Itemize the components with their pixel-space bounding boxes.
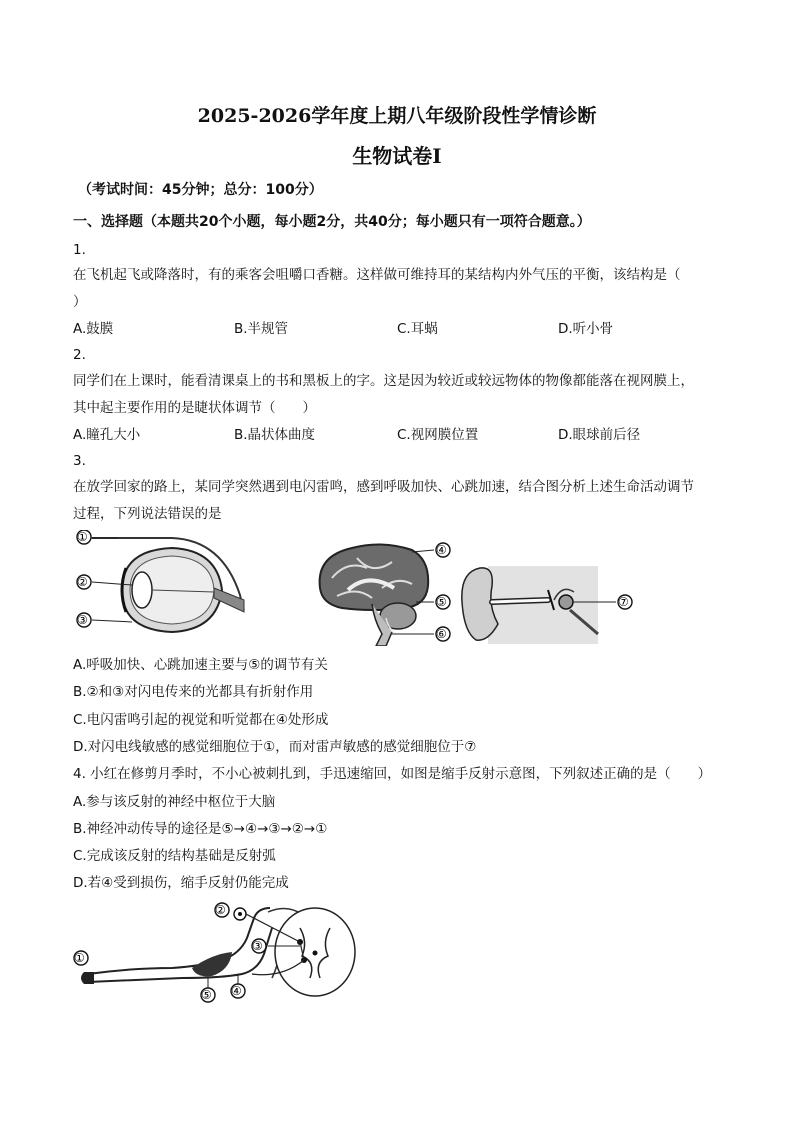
q4-option-a[interactable]: A.参与该反射的神经中枢位于大脑	[73, 794, 276, 810]
q1-stem-line1: 在飞机起飞或降落时，有的乘客会咀嚼口香糖。这样做可维持耳的某结构内外气压的平衡，该结构是（	[73, 267, 681, 283]
q2-stem-line1: 同学们在上课时，能看清课桌上的书和黑板上的字。这是因为较近或较远物体的物像都能落在视网膜上，	[73, 373, 694, 389]
q3-option-d[interactable]: D.对闪电线敏感的感觉细胞位于①，而对雷声敏感的感觉细胞位于⑦	[73, 739, 477, 755]
q1-option-c[interactable]: C.耳蜗	[397, 321, 438, 337]
q1-stem-line2: ）	[73, 294, 87, 310]
exam-info: （考试时间：45分钟；总分：100分）	[78, 182, 323, 198]
q3-option-a[interactable]: A.呼吸加快、心跳加速主要与⑤的调节有关	[73, 657, 328, 673]
q1-option-a[interactable]: A.鼓膜	[73, 321, 114, 337]
reflex-label-2: ②	[215, 903, 226, 917]
q4-option-b[interactable]: B.神经冲动传导的途径是⑤→④→③→②→①	[73, 821, 328, 837]
q2-option-b[interactable]: B.晶状体曲度	[234, 427, 316, 443]
reflex-arc-diagram	[72, 898, 362, 1008]
q4-option-c[interactable]: C.完成该反射的结构基础是反射弧	[73, 848, 276, 864]
q3-stem-line2: 过程，下列说法错误的是	[73, 506, 222, 522]
section-heading: 一、选择题（本题共20个小题，每小题2分，共40分；每小题只有一项符合题意。）	[73, 214, 591, 230]
q4-stem: 4. 小红在修剪月季时，不小心被刺扎到，手迅速缩回，如图是缩手反射示意图，下列叙述正确的是（ ）	[73, 766, 712, 782]
q1-option-b[interactable]: B.半规管	[234, 321, 289, 337]
q1-option-d[interactable]: D.听小骨	[558, 321, 614, 337]
reflex-label-3: ③	[252, 939, 263, 953]
q2-option-a[interactable]: A.瞳孔大小	[73, 427, 141, 443]
ear-label-7: ⑦	[618, 595, 629, 609]
q3-number: 3.	[73, 453, 86, 469]
q3-option-b[interactable]: B.②和③对闪电传来的光都具有折射作用	[73, 684, 314, 700]
brain-diagram	[312, 538, 462, 646]
ear-diagram	[458, 562, 638, 647]
exam-title: 2025-2026学年度上期八年级阶段性学情诊断	[197, 105, 597, 127]
reflex-label-4: ④	[231, 984, 242, 998]
eye-diagram	[72, 530, 247, 645]
q2-option-d[interactable]: D.眼球前后径	[558, 427, 641, 443]
exam-subtitle: 生物试卷Ⅰ	[352, 144, 442, 168]
q2-stem-line2: 其中起主要作用的是睫状体调节（ ）	[73, 400, 316, 416]
q3-stem-line1: 在放学回家的路上，某同学突然遇到电闪雷鸣，感到呼吸加快、心跳加速，结合图分析上述生命活动调节	[73, 479, 694, 495]
q1-number: 1.	[73, 242, 86, 258]
q4-option-d[interactable]: D.若④受到损伤，缩手反射仍能完成	[73, 875, 289, 891]
q2-number: 2.	[73, 347, 86, 363]
q2-option-c[interactable]: C.视网膜位置	[397, 427, 479, 443]
brain-label-5: ⑤	[436, 595, 447, 609]
q3-option-c[interactable]: C.电闪雷鸣引起的视觉和听觉都在④处形成	[73, 712, 329, 728]
eye-label-2: ②	[77, 575, 88, 589]
eye-label-1: ①	[77, 530, 88, 544]
reflex-label-5: ⑤	[201, 988, 212, 1002]
reflex-label-1: ①	[74, 951, 85, 965]
brain-label-4: ④	[436, 543, 447, 557]
eye-label-3: ③	[77, 613, 88, 627]
brain-label-6: ⑥	[436, 627, 447, 641]
